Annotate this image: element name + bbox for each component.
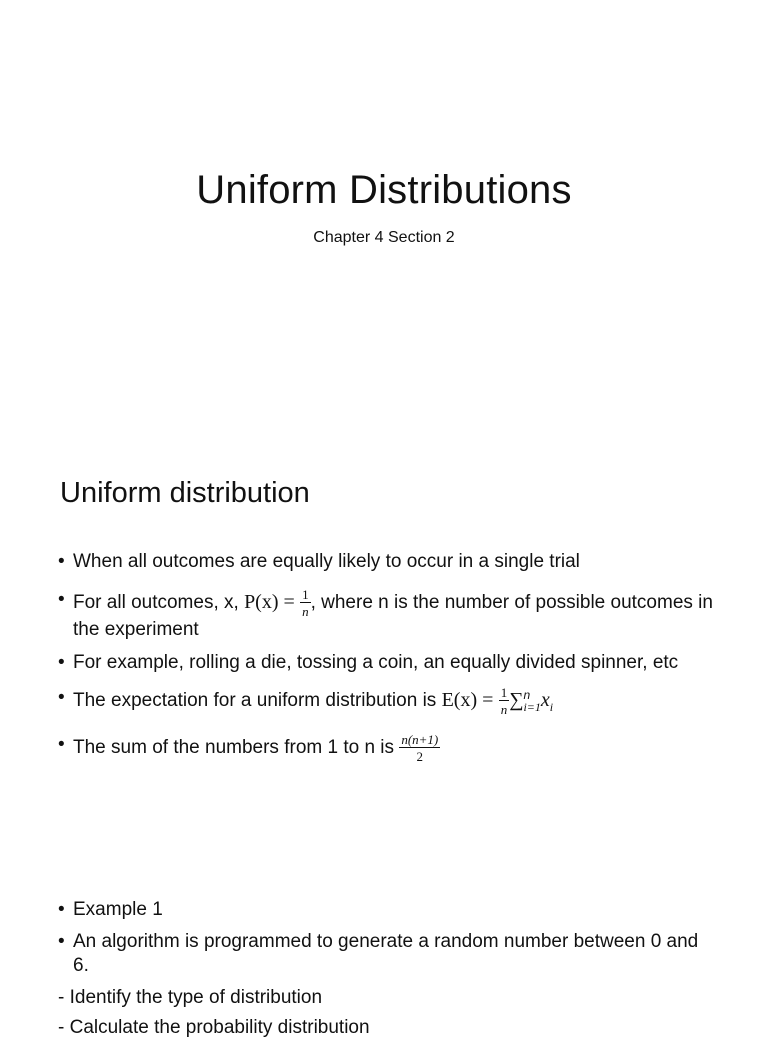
bullet-text: Example 1 (73, 899, 163, 920)
example-slide (0, 860, 768, 1038)
fraction-numerator: n(n+1) (401, 731, 439, 747)
summation-subscript: i (549, 699, 554, 714)
summation-lower: i=1 (523, 700, 541, 714)
bullet-symbol: • (58, 733, 65, 755)
instruction-line: - Identify the type of distribution (58, 987, 323, 1008)
summation-symbol: ∑ (509, 689, 524, 712)
fraction-numerator: 1 (500, 685, 508, 700)
title-slide (0, 0, 768, 420)
bullet-text: An algorithm is programmed to generate a random number between 0 and 6. (73, 931, 699, 976)
bullet-text: The sum of the numbers from 1 to n is (73, 736, 400, 758)
fraction-numerator: 1 (302, 587, 309, 602)
bullet-list (58, 550, 718, 763)
bullet-text: For example, rolling a die, tossing a coin, an equally divided spinner, etc (73, 652, 679, 673)
bullet-item (58, 588, 718, 642)
fraction-denominator: n (302, 604, 309, 619)
probability-formula: P(x) = (244, 591, 295, 614)
bullet-symbol: • (58, 687, 65, 708)
bullet-item (58, 898, 718, 922)
summation-limits (523, 689, 540, 713)
bullet-item (58, 651, 718, 675)
bullet-text: The expectation for a uniform distribution is (73, 690, 442, 712)
bullet-item (58, 930, 718, 978)
uniform-distribution-slide (0, 420, 768, 840)
bullet-text: When all outcomes are equally likely to occur in a single trial (73, 551, 580, 572)
fraction-denominator: 2 (416, 748, 424, 764)
presentation-title: Uniform Distributions (196, 168, 572, 212)
bullet-item (58, 733, 718, 763)
summation-upper: n (523, 688, 531, 702)
bullet-symbol: • (58, 899, 65, 920)
bullet-item (58, 550, 718, 574)
bullet-symbol: • (58, 652, 65, 673)
bullet-text: For all outcomes, x, (73, 592, 245, 614)
presentation-subtitle: Chapter 4 Section 2 (313, 229, 455, 246)
bullet-list (58, 898, 718, 978)
summation-term: x (540, 689, 550, 712)
fraction (300, 588, 311, 618)
bullet-symbol: • (58, 589, 65, 610)
bullet-text: , where n is the number of possible outcomes in the experiment (73, 592, 713, 640)
fraction (399, 733, 440, 763)
expectation-formula: E(x) = (441, 689, 494, 712)
bullet-symbol: • (58, 931, 65, 952)
slide-heading: Uniform distribution (60, 477, 310, 509)
bullet-item (58, 686, 718, 719)
bullet-symbol: • (58, 551, 65, 572)
fraction-denominator: n (500, 702, 508, 717)
fraction (499, 686, 510, 716)
instruction-line: - Calculate the probability distribution (58, 1017, 370, 1038)
